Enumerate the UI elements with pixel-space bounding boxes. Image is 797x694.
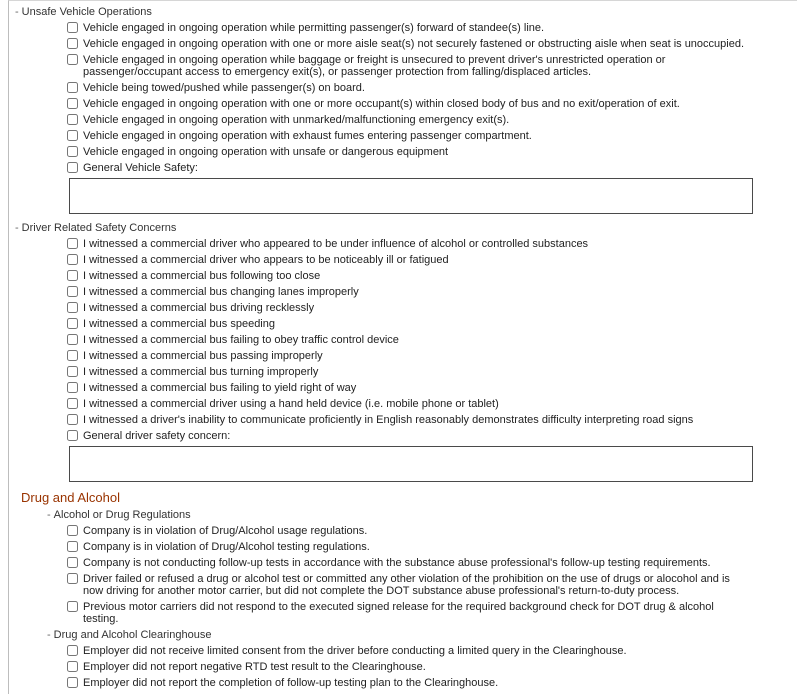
item-checkbox[interactable] <box>67 98 78 109</box>
checkbox-row <box>67 541 751 553</box>
checkbox-label: I witnessed a commercial bus changing lanes improperly <box>83 286 359 298</box>
checkbox-row <box>67 162 751 174</box>
checkbox-label: Vehicle engaged in ongoing operation with exhaust fumes entering passenger compartment. <box>83 130 532 142</box>
checkbox-label: General driver safety concern: <box>83 430 231 442</box>
item-checkbox[interactable] <box>67 541 78 552</box>
checkbox-row <box>67 286 751 298</box>
checkbox-label: General Vehicle Safety: <box>83 162 198 174</box>
free-text-container <box>69 446 797 482</box>
checkbox-label: Employer did not report the completion of follow-up testing plan to the Clearinghouse. <box>83 677 499 689</box>
complaint-form-section <box>8 0 797 694</box>
checkbox-row <box>67 414 751 426</box>
item-checkbox[interactable] <box>67 114 78 125</box>
collapse-indicator-icon[interactable]: - <box>15 222 19 234</box>
checkbox-label: Employer did not report negative RTD test result to the Clearinghouse. <box>83 661 426 673</box>
item-checkbox[interactable] <box>67 22 78 33</box>
checkbox-row <box>67 366 751 378</box>
checkbox-label: I witnessed a commercial driver who appeared to be under influence of alcohol or controlled substances <box>83 238 589 250</box>
checkbox-row <box>67 98 751 110</box>
checkbox-label: Employer did not receive limited consent from the driver before conducting a limited query in the Clearinghouse. <box>83 645 627 657</box>
checkbox-row <box>67 254 751 266</box>
checkbox-row <box>67 645 751 657</box>
group-header-drug-and-alcohol-clearinghouse <box>47 629 797 641</box>
checkbox-label: Company is not conducting follow-up tests in accordance with the substance abuse professional's follow-up testing requirements. <box>83 557 711 569</box>
checkbox-row <box>67 382 751 394</box>
checkbox-row <box>67 525 751 537</box>
item-checkbox[interactable] <box>67 54 78 65</box>
item-checkbox[interactable] <box>67 645 78 656</box>
checkbox-label: I witnessed a commercial bus turning improperly <box>83 366 319 378</box>
checkbox-label: I witnessed a commercial bus passing improperly <box>83 350 323 362</box>
group-header-unsafe-vehicle-operations <box>15 6 797 18</box>
checkbox-row <box>67 334 751 346</box>
item-checkbox[interactable] <box>67 334 78 345</box>
group-header-driver-related-safety-concerns <box>15 222 797 234</box>
checkbox-label: I witnessed a commercial driver who appears to be noticeably ill or fatigued <box>83 254 449 266</box>
checkbox-row <box>67 661 751 673</box>
checkbox-label: I witnessed a commercial bus following too close <box>83 270 321 282</box>
item-checkbox[interactable] <box>67 573 78 584</box>
collapse-indicator-icon[interactable]: - <box>47 629 51 641</box>
checkbox-label: Vehicle engaged in ongoing operation while baggage or freight is unsecured to prevent driver's unrestricted operation or passenger/occupant access to emergency exit(s), or passenger protection from falling/displaced articles. <box>83 54 666 78</box>
item-checkbox[interactable] <box>67 350 78 361</box>
item-checkbox[interactable] <box>67 414 78 425</box>
item-checkbox[interactable] <box>67 302 78 313</box>
checkbox-row <box>67 22 751 34</box>
group-header-alcohol-or-drug-regulations <box>47 509 797 521</box>
group-title: Alcohol or Drug Regulations <box>53 509 191 521</box>
group-title: Unsafe Vehicle Operations <box>21 6 152 18</box>
checkbox-row <box>67 318 751 330</box>
group-title: Driver Related Safety Concerns <box>21 222 177 234</box>
checkbox-label: Vehicle engaged in ongoing operation with one or more occupant(s) within closed body of bus and no exit/operation of exit. <box>83 98 680 110</box>
general-vehicle-safety-textarea[interactable] <box>69 178 753 214</box>
item-checkbox[interactable] <box>67 661 78 672</box>
item-checkbox[interactable] <box>67 382 78 393</box>
checkbox-label: I witnessed a driver's inability to communicate proficiently in English reasonably demonstrates difficulty interpreting road signs <box>83 414 694 426</box>
checkbox-row <box>67 350 751 362</box>
checkbox-label: I witnessed a commercial driver using a hand held device (i.e. mobile phone or tablet) <box>83 398 499 410</box>
checkbox-label: Vehicle engaged in ongoing operation while permitting passenger(s) forward of standee(s) line. <box>83 22 545 34</box>
item-checkbox[interactable] <box>67 318 78 329</box>
item-checkbox[interactable] <box>67 525 78 536</box>
item-checkbox[interactable] <box>67 38 78 49</box>
checkbox-row <box>67 82 751 94</box>
item-checkbox[interactable] <box>67 254 78 265</box>
checkbox-row <box>67 302 751 314</box>
checkbox-row <box>67 430 751 442</box>
checkbox-row <box>67 270 751 282</box>
checkbox-label: Previous motor carriers did not respond to the executed signed release for the required background check for DOT drug & alcohol testing. <box>83 601 714 625</box>
item-checkbox[interactable] <box>67 238 78 249</box>
checkbox-row <box>67 601 751 625</box>
checkbox-label: Company is in violation of Drug/Alcohol usage regulations. <box>83 525 368 537</box>
checkbox-label: I witnessed a commercial bus failing to obey traffic control device <box>83 334 399 346</box>
item-checkbox[interactable] <box>67 601 78 612</box>
checkbox-row <box>67 38 751 50</box>
checkbox-row <box>67 677 751 689</box>
item-checkbox[interactable] <box>67 557 78 568</box>
general-driver-safety-textarea[interactable] <box>69 446 753 482</box>
section-heading-drug-and-alcohol: Drug and Alcohol <box>21 490 121 505</box>
checkbox-label: Vehicle engaged in ongoing operation with one or more aisle seat(s) not securely fastened or obstructing aisle when seat is unoccupied. <box>83 38 745 50</box>
item-checkbox[interactable] <box>67 430 78 441</box>
checkbox-label: Company is in violation of Drug/Alcohol testing regulations. <box>83 541 370 553</box>
item-checkbox[interactable] <box>67 286 78 297</box>
checkbox-label: I witnessed a commercial bus failing to yield right of way <box>83 382 357 394</box>
checkbox-label: Vehicle engaged in ongoing operation with unmarked/malfunctioning emergency exit(s). <box>83 114 510 126</box>
checkbox-row <box>67 114 751 126</box>
checkbox-row <box>67 398 751 410</box>
item-checkbox[interactable] <box>67 162 78 173</box>
checkbox-row <box>67 238 751 250</box>
checkbox-label: I witnessed a commercial bus driving recklessly <box>83 302 315 314</box>
free-text-container <box>69 178 797 214</box>
collapse-indicator-icon[interactable]: - <box>47 509 51 521</box>
item-checkbox[interactable] <box>67 146 78 157</box>
item-checkbox[interactable] <box>67 270 78 281</box>
checkbox-row <box>67 146 751 158</box>
item-checkbox[interactable] <box>67 677 78 688</box>
item-checkbox[interactable] <box>67 130 78 141</box>
checkbox-label: Driver failed or refused a drug or alcohol test or committed any other violation of the prohibition on the use of drugs or alocohol and is now driving for another motor carrier, but did not complete the DOT substance abuse professional's return-to-duty process. <box>83 573 730 597</box>
checkbox-label: I witnessed a commercial bus speeding <box>83 318 275 330</box>
checkbox-row <box>67 557 751 569</box>
item-checkbox[interactable] <box>67 82 78 93</box>
checkbox-row <box>67 130 751 142</box>
item-checkbox[interactable] <box>67 366 78 377</box>
checkbox-row <box>67 573 751 597</box>
checkbox-label: Vehicle being towed/pushed while passenger(s) on board. <box>83 82 365 94</box>
checkbox-label: Vehicle engaged in ongoing operation with unsafe or dangerous equipment <box>83 146 449 158</box>
item-checkbox[interactable] <box>67 398 78 409</box>
group-title: Drug and Alcohol Clearinghouse <box>53 629 212 641</box>
collapse-indicator-icon[interactable]: - <box>15 6 19 18</box>
checkbox-row <box>67 54 751 78</box>
